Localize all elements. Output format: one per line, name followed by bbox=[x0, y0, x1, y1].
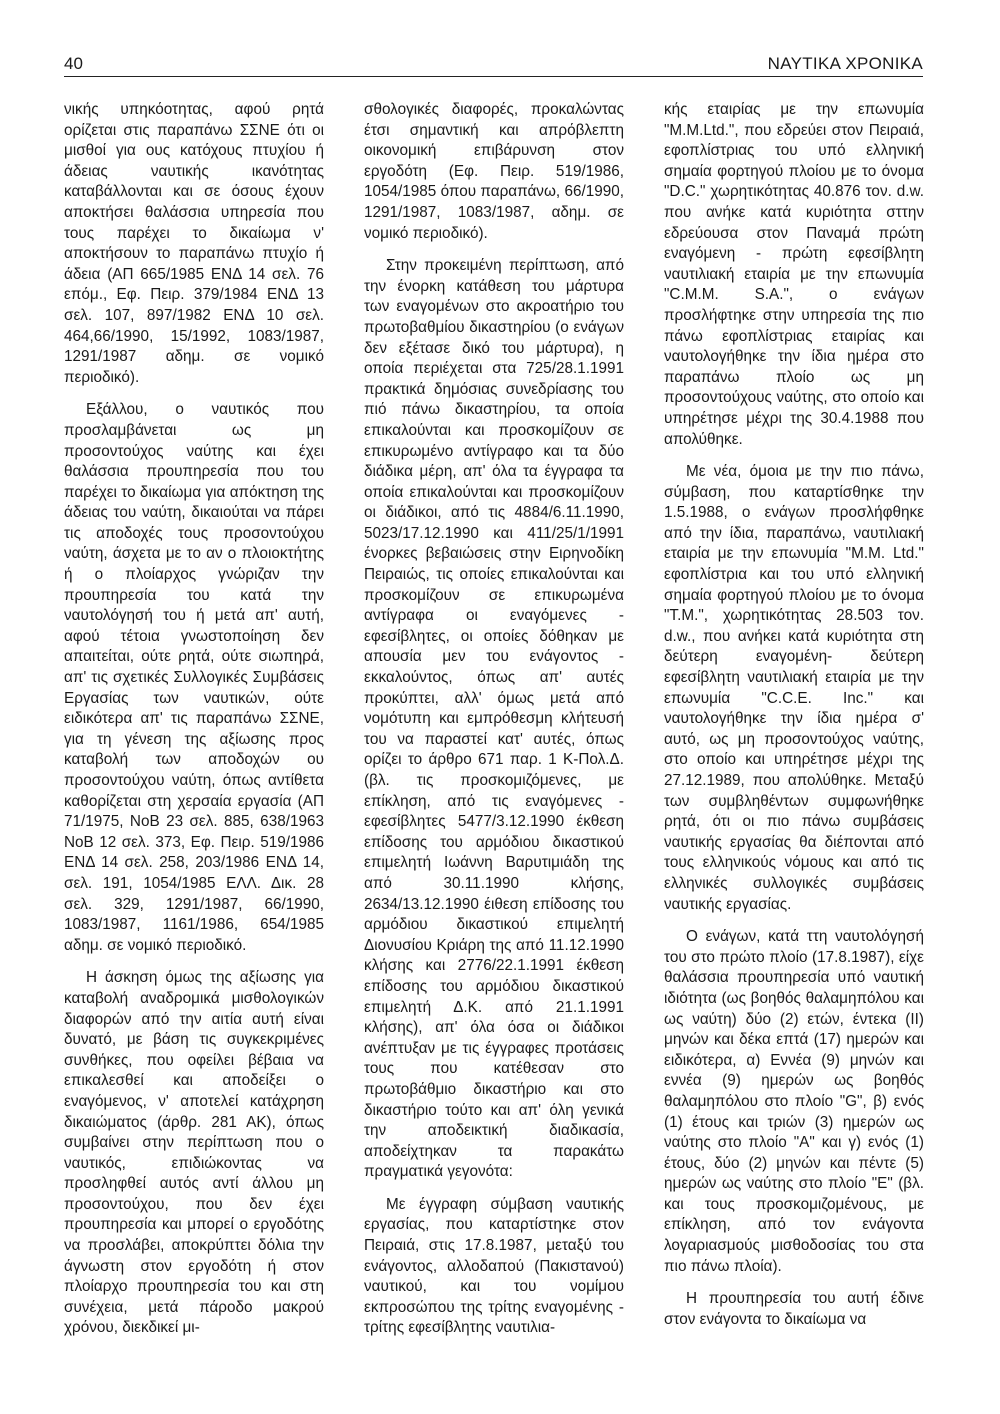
paragraph: σθολογικές διαφορές, προκαλώντας έτσι σημαντική και απρόβλεπτη οικονομική επιβάρυνση στον εργοδότη (Εφ. Πειρ. 519/1986, 1054/1985 όπου παραπάνω, 66/1990, 1291/1987, 1083/1987, αδημ. σε νομικό περιοδικό). bbox=[364, 101, 624, 242]
page-header bbox=[64, 52, 923, 77]
paragraph: Η άσκηση όμως της αξίωσης για καταβολή αναδρομικά μισθολογικών διαφορών από την αιτία αυτή είναι δυνατό, με βάση τις συγκεκριμένες συνθήκες, που οφείλει βέβαια να επικαλεσθεί και αποδείξει ο εναγόμενος, ν' αποτελεί κατάχρηση δικαιώματος (άρθρ. 281 ΑΚ), όπως συμβαίνει στην περίπτωση που ο ναυτικός, επιδιώκοντας να προσληφθεί αυτός αντί άλλου μη προσοντούχου, που δεν έχει προυπηρεσία και μπορεί ο εργοδότης να προσλάβει, αποκρύπτει δόλια την άγνωστη στον εργοδότη ή στον πλοίαρχο προυπηρεσία του και στη συνέχεια, μετά πάροδο μακρού χρόνου, διεκδικεί μι- bbox=[64, 969, 324, 1337]
text-column-3 bbox=[664, 100, 924, 1342]
paragraph: Ο ενάγων, κατά ττη ναυτολόγησή του στο πρώτο πλοίο (17.8.1987), είχε θαλάσσια προυπηρεσία υπό ναυτική ιδιότητα (ως βοηθός θαλαμηπόλου και ως ναύτη) δύο (2) ετών, έντεκα (ΙΙ) μηνών και δέκα επτά (17) ημερών και ειδικότερα, α) Εννέα (9) μηνών και εννέα (9) ημερών ως βοηθός θαλαμηπόλου στο πλοίο "G", β) ενός (1) έτους και τριών (3) ημερών ως ναύτης στο πλοίο "Α" και γ) ενός (1) έτους, δύο (2) μηνών και πέντε (5) ημερών ως ναύτης στο πλοίο "Ε" (βλ. και τους προσκομιζομένους, με επίκληση, από τον ενάγοντα λογαριασμούς μισθοδοσίας του στα πιο πάνω πλοία). bbox=[664, 928, 924, 1275]
paragraph: Η προυπηρεσία του αυτή έδινε στον ενάγοντα το δικαίωμα να bbox=[664, 1290, 924, 1328]
journal-title: ΝΑΥΤΙΚΑ ΧΡΟΝΙΚΑ bbox=[767, 54, 923, 73]
text-column-2 bbox=[364, 100, 624, 1351]
paragraph: Με νέα, όμοια με την πιο πάνω, σύμβαση, που καταρτίσθηκε την 1.5.1988, ο ενάγων προσλήφθηκε από την ίδια, παραπάνω, ναυτιλιακή εταιρία με την επωνυμία "Μ.Μ. Ltd." εφοπλίστρια και του υπό ελληνική σημαία φορτηγού πλοίου με το όνομα "Τ.Μ.", χωρητικότητας 28.503 τον. d.w., που ανήκει κατά κυριότητα στη δεύτερη εναγομένη- δεύτερη εφεσίβλητη ναυτιλιακή εταιρία με την επωνυμία "C.C.E. Inc." και ναυτολογήθηκε την ίδια ημέρα σ' αυτό, ως μη προσοντούχος ναύτης, στο οποίο και υπηρέτησε μέχρι της 27.12.1989, που απολύθηκε. Μεταξύ των συμβληθέντων συμφωνήθηκε ρητά, ότι οι πιο πάνω συμβάσεις ναυτικής εργασίας θα διέπονται από τους ελληνικούς νόμους και από τις ελληνικές συλλογικές συμβάσεις ναυτικής εργασίας. bbox=[664, 463, 924, 913]
paragraph: νικής υπηκόοτητας, αφού ρητά ορίζεται στις παραπάνω ΣΣΝΕ ότι οι μισθοί για ους κατόχους πτυχίου ή άδειας ναυτικής ικανότητας καταβάλλονται και σε όσους έχουν αποκτήσει θαλάσσια υπηρεσία που τους παρέχει το δικαίωμα ν' αποκτήσουν το παραπάνω πτυχίο ή άδεια (ΑΠ 665/1985 ΕΝΔ 14 σελ. 76 επόμ., Εφ. Πειρ. 379/1984 ΕΝΔ 13 σελ. 107, 897/1982 ΕΝΔ 10 σελ. 464,66/1990, 15/1992, 1083/1987, 1291/1987 αδημ. σε νομικό περιοδικό). bbox=[64, 101, 324, 386]
page-number: 40 bbox=[64, 54, 83, 73]
paragraph: Με έγγραφη σύμβαση ναυτικής εργασίας, που καταρτίστηκε στον Πειραιά, στις 17.8.1987, μεταξύ του ενάγοντος, αλλοδαπού (Πακιστανού) ναυτικού, και του νομίμου εκπροσώπου της τρίτης εναγομένης - τρίτης εφεσίβλητης ναυτιλια- bbox=[364, 1195, 624, 1337]
paragraph: Στην προκειμένη περίπτωση, από την ένορκη κατάθεση του μάρτυρα των εναγομένων στο ακροατήριο του πρωτοβαθμίου δικαστηρίου (ο ενάγων δεν εξέτασε δικό του μάρτυρα), η οποία περιέχεται στα 725/28.1.1991 πρακτικά δημόσιας συνεδρίασης του πιό πάνω δικαστηρίου, τα οποία επικαλούνται και προσκομίζουν σε επικυρωμένο αντίγραφο και τα δύο διάδικα μέρη, απ' όλα τα έγγραφα τα οποία επικαλούνται και προσκομίζουν οι διάδικοι, από τις 4884/6.11.1990, 5023/17.12.1990 και 411/25/1/1991 ένορκες βεβαιώσεις στην Ειρηνοδίκη Πειραιώς, τις οποίες επικαλούνται και προσκομίζουν σε επικυρωμένα αντίγραφα οι εναγόμενες - εφεσίβλητες, οι οποίες δόθηκαν με απουσία μεν του ενάγοντος - εκκαλούντος, όπως απ' αυτές προκύπτει, αλλ' όμως μετά από νομότυπη και εμπρόθεσμη κλήτευσή του να παραστεί κατ' αυτές, όπως ορίζει το άρθρο 671 παρ. 1 Κ-Πολ.Δ. (βλ. τις προσκομιζόμενες, με επίκληση, από τις εναγόμενες - εφεσίβλητες 5477/3.12.1990 έκθεση επίδοσης του αρμόδιου δικαστικού επιμελητή Ιωάννη Βαρυτιμιάδη της από 30.11.1990 κλήσης, 2634/13.12.1990 έιθεση επίδοσης του αρμόδιου δικαστικού επιμελητή Διονυσίου Κριάρη της από 11.12.1990 κλήσης και 2776/22.1.1991 έκθεση επίδοσης του αρμόδιου δικαστικού επιμελητή Δ.Κ. από 21.1.1991 κλήσης), απ' όλα όσα οι διάδικοι ανέπτυξαν με τις έγγραφες προτάσεις τους που κατέθεσαν στο πρωτοβάθμιο δικαστήριο και στο δικαστήριο τούτο και απ' όλη γενικά την αποδεικτική διαδικασία, αποδείχτηκαν τα παρακάτω πραγματικά γεγονότα: bbox=[364, 257, 624, 1181]
text-column-1 bbox=[64, 100, 324, 1351]
paragraph: κής εταιρίας με την επωνυμία "Μ.Μ.Ltd.", που εδρεύει στον Πειραιά, εφοπλίστριας του υπό ελληνική σημαία φορτηγού πλοίου με το όνομα "D.C." χωρητικότητας 40.876 τον. d.w. που ανήκε κατά κυριότητα σττην εδρεύουσα στον Παναμά πρώτη εναγόμενη - πρώτη εφεσίβλητη ναυτιλιακή εταιρία με την επωνυμία "C.M.M. S.A.", ο ενάγων προσλήφτηκε στην υπηρεσία της πιο πάνω εφοπλίστριας εταιρίας και ναυτολογήθηκε την ίδια ημέρα στο παραπάνω πλοίο ως μη προσοντούχους ναύτης, στο οποίο και υπηρέτησε μέχρι της 30.4.1988 που απολύθηκε. bbox=[664, 101, 924, 448]
paragraph: Εξάλλου, ο ναυτικός που προσλαμβάνεται ως μη προσοντούχος ναύτης και έχει θαλάσσια προυπηρεσία που του παρέχει το δικαίωμα για απόκτηση της άδειας του ναύτη, δικαιούται να πάρει τις αποδοχές τους προσοντούχου ναύτη, άσχετα με το αν ο πλοιοκτήτης ή ο πλοίαρχος γνώριζαν την προυπηρεσία του κατά την ναυτολόγησή του ή μετά απ' αυτή, αφού τέτοια γνωστοποίηση δεν απαιτείται, ούτε ρητά, ούτε σιωπηρά, απ' τις σχετικές Συλλογικές Συμβάσεις Εργασίας των ναυτικών, ούτε ειδικότερα απ' τις παραπάνω ΣΣΝΕ, για τη γένεση της αξίωσης προς καταβολή των αποδοχών ου προσοντούχου ναύτη, όπως αντίθετα καθορίζεται στη χερσαία εργασία (ΑΠ 71/1975, ΝοΒ 23 σελ. 885, 638/1963 ΝοΒ 12 σελ. 373, Εφ. Πειρ. 519/1986 ΕΝΔ 14 σελ. 258, 203/1986 ΕΝΔ 14, σελ. 191, 1054/1985 ΕΛΛ. Δικ. 28 σελ. 329, 1291/1987, 66/1990, 1083/1987, 1161/1986, 654/1985 αδημ. σε νομικό περιοδικό. bbox=[64, 401, 324, 954]
